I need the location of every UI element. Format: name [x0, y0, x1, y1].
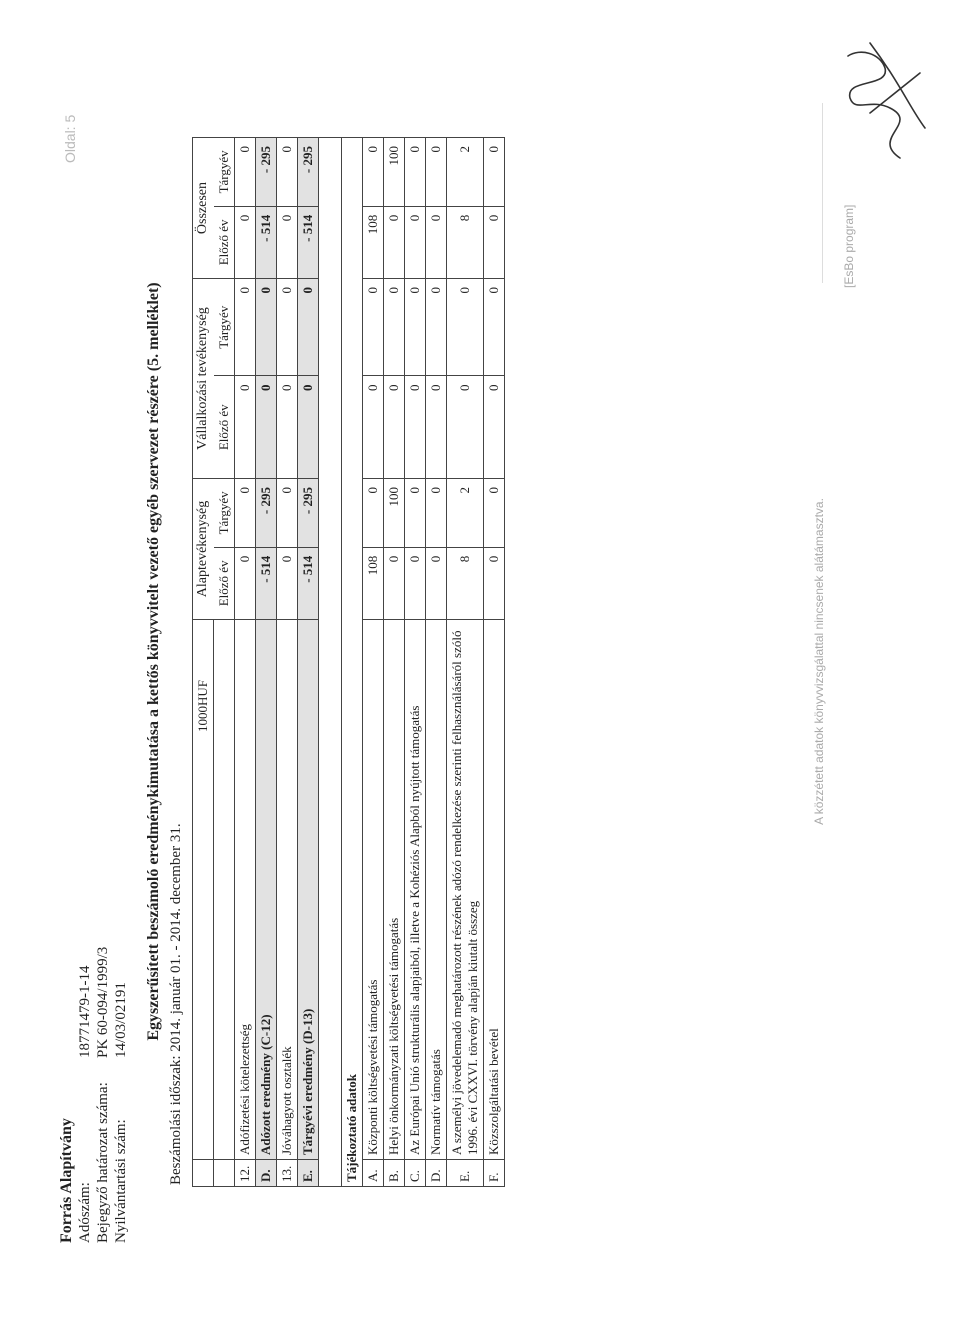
group-header-core: Alaptevékenység [193, 479, 214, 620]
value-cell: 0 [276, 206, 297, 278]
row-code: E. [446, 1160, 483, 1187]
value-cell: 0 [234, 138, 255, 207]
value-cell: 0 [234, 206, 255, 278]
value-cell: 0 [425, 206, 446, 278]
row-code: F. [483, 1160, 504, 1187]
value-cell: 0 [255, 376, 276, 479]
value-cell: 108 [362, 547, 383, 619]
value-cell: 8 [446, 206, 483, 278]
audit-disclaimer: A közzétett adatok könyvvizsgálattal nincsenek alátámasztva. [812, 498, 826, 825]
program-label: [EsBo program] [842, 204, 856, 288]
table-row [234, 138, 255, 1187]
row-label: Helyi önkormányzati költségvetési támogatás [383, 620, 404, 1160]
row-code: 12. [234, 1160, 255, 1187]
value-cell: 0 [297, 279, 318, 376]
header-blank-cell [214, 1160, 235, 1187]
tax-number-label: Adószám: [77, 1182, 93, 1243]
value-cell: 100 [383, 138, 404, 207]
spacer-cell [318, 138, 341, 1187]
row-label: Központi költségvetési támogatás [362, 620, 383, 1160]
table-row [255, 138, 276, 1187]
value-cell: 0 [404, 547, 425, 619]
value-cell: - 295 [255, 138, 276, 207]
unit-label: 1000HUF [193, 620, 214, 1160]
value-cell: 0 [483, 138, 504, 207]
sub-header-current-year: Tárgyév [214, 279, 235, 376]
signature-icon [830, 33, 940, 168]
value-cell: - 514 [297, 206, 318, 278]
value-cell: 2 [446, 138, 483, 207]
spacer-row [318, 138, 341, 1187]
table-row [404, 138, 425, 1187]
group-header-business: Vállalkozási tevékenység [193, 279, 214, 479]
value-cell: 0 [404, 206, 425, 278]
value-cell: 0 [404, 479, 425, 548]
row-code: E. [297, 1160, 318, 1187]
sub-header-current-year: Tárgyév [214, 138, 235, 207]
registry-number-value: 14/03/02191 [113, 982, 129, 1058]
table-row [446, 138, 483, 1187]
value-cell: 0 [383, 376, 404, 479]
table-row [483, 138, 504, 1187]
value-cell: 0 [425, 376, 446, 479]
value-cell: 0 [234, 479, 255, 548]
report-title: Egyszerűsített beszámoló eredménykimutatása a kettős könyvvitelt vezető egyéb szervezet részére (5. melléklet) [145, 282, 162, 1041]
value-cell: 0 [362, 376, 383, 479]
value-cell: 0 [483, 279, 504, 376]
header-blank-cell [214, 620, 235, 1160]
header-blank-cell [193, 1160, 214, 1187]
value-cell: 0 [404, 279, 425, 376]
row-label: Adózott eredmény (C-12) [255, 620, 276, 1160]
sub-header-prev-year: Előző év [214, 206, 235, 278]
registry-number-label: Nyilvántartási szám: [113, 1119, 129, 1243]
row-code: A. [362, 1160, 383, 1187]
value-cell: - 514 [255, 206, 276, 278]
value-cell: - 295 [297, 479, 318, 548]
value-cell: 0 [297, 376, 318, 479]
value-cell: - 295 [255, 479, 276, 548]
sub-header-prev-year: Előző év [214, 547, 235, 619]
value-cell: 0 [362, 479, 383, 548]
row-code: C. [404, 1160, 425, 1187]
value-cell: 0 [483, 206, 504, 278]
sub-header-prev-year: Előző év [214, 376, 235, 479]
value-cell: - 295 [297, 138, 318, 207]
value-cell: 0 [362, 279, 383, 376]
group-header-total: Összesen [193, 138, 214, 279]
value-cell: 0 [234, 547, 255, 619]
value-cell: 2 [446, 479, 483, 548]
value-cell: 0 [234, 376, 255, 479]
row-label: Az Európai Unió strukturális alapjaiból, illetve a Kohéziós Alapból nyújtott támogatás [404, 620, 425, 1160]
value-cell: 0 [362, 138, 383, 207]
value-cell: 0 [276, 138, 297, 207]
registration-decision-value: PK 60-094/1999/3 [95, 946, 111, 1058]
value-cell: 0 [425, 479, 446, 548]
value-cell: 0 [425, 279, 446, 376]
value-cell: 0 [404, 376, 425, 479]
row-code: B. [383, 1160, 404, 1187]
value-cell: 0 [425, 138, 446, 207]
income-statement-table [192, 137, 505, 1187]
row-code: 13. [276, 1160, 297, 1187]
organization-name: Forrás Alapítvány [58, 1118, 75, 1243]
table-row [425, 138, 446, 1187]
value-cell: 0 [234, 279, 255, 376]
value-cell: 0 [446, 279, 483, 376]
value-cell: 108 [362, 206, 383, 278]
value-cell: 0 [483, 376, 504, 479]
row-label: Normatív támogatás [425, 620, 446, 1160]
table-row [276, 138, 297, 1187]
registration-decision-label: Bejegyző határozat száma: [95, 1082, 111, 1243]
value-cell: 8 [446, 547, 483, 619]
value-cell: 0 [425, 547, 446, 619]
value-cell: 0 [383, 547, 404, 619]
row-code: D. [255, 1160, 276, 1187]
section-row [341, 138, 362, 1187]
value-cell: 0 [276, 479, 297, 548]
value-cell: 0 [255, 279, 276, 376]
value-cell: - 514 [297, 547, 318, 619]
row-label: A személyi jövedelemadó meghatározott részének adózó rendelkezése szerinti felhasználásáról szóló 1996. évi CXXVI. törvény alapján kiutalt összeg [446, 620, 483, 1160]
value-cell: 0 [276, 279, 297, 376]
value-cell: 0 [404, 138, 425, 207]
table-row [297, 138, 318, 1187]
row-label: Közszolgáltatási bevétel [483, 620, 504, 1160]
value-cell: 0 [276, 376, 297, 479]
table-row [362, 138, 383, 1187]
value-cell: 0 [483, 479, 504, 548]
value-cell: 0 [483, 547, 504, 619]
value-cell: - 514 [255, 547, 276, 619]
value-cell: 0 [383, 279, 404, 376]
row-code: D. [425, 1160, 446, 1187]
sub-header-current-year: Tárgyév [214, 479, 235, 548]
value-cell: 0 [276, 547, 297, 619]
table-row [383, 138, 404, 1187]
value-cell: 100 [383, 479, 404, 548]
value-cell: 0 [383, 206, 404, 278]
tax-number-value: 18771479-1-14 [77, 965, 93, 1058]
reporting-period: Beszámolási időszak: 2014. január 01. - 2014. december 31. [168, 823, 184, 1185]
organization-header [58, 947, 130, 1243]
section-title: Tájékoztató adatok [341, 138, 362, 1187]
value-cell: 0 [446, 376, 483, 479]
row-label: Jóváhagyott osztalék [276, 620, 297, 1160]
page-number: Oldal: 5 [62, 114, 78, 163]
row-label: Tárgyévi eredmény (D-13) [297, 620, 318, 1160]
row-label: Adófizetési kötelezettség [234, 620, 255, 1160]
